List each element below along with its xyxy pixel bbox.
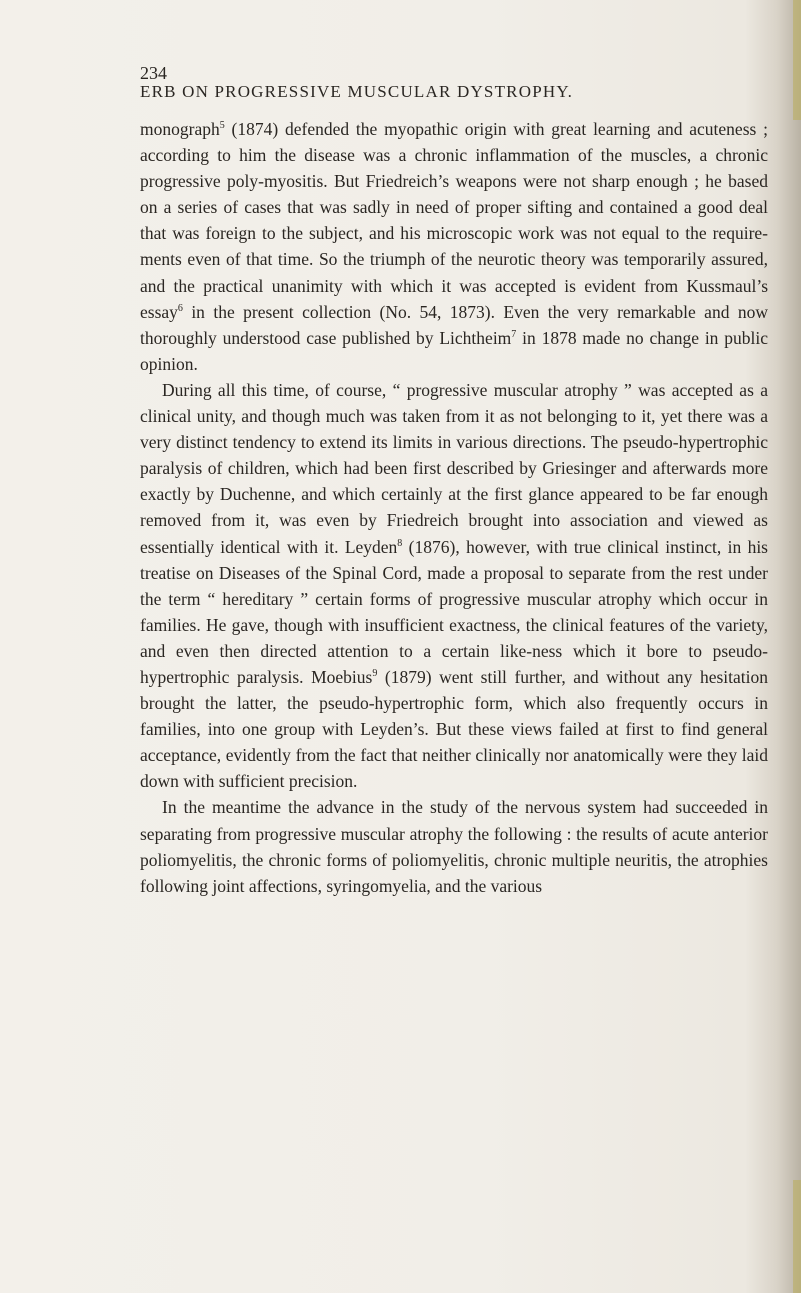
paragraph-text: monograph: [140, 119, 220, 139]
footnote-marker: 6: [177, 302, 183, 314]
footnote-marker: 7: [511, 328, 517, 340]
footnote-marker: 8: [397, 537, 403, 549]
page-number: 234: [140, 63, 167, 83]
paragraph-text: (1876), however, with true clinical instinct, in his treatise on Diseases of the Spinal Cord, made a proposal to separate from the rest under the term “ hereditary ” certain forms of progressive muscular atrophy which occur in families. He gave, though with insufficient exactness, the clinical features of the variety, and even then directed attention to a certain like-ness which it bore to pseudo-hypertrophic paralysis. Moebius: [140, 536, 768, 687]
footnote-marker: 9: [372, 667, 378, 679]
paragraph-text: During all this time, of course, “ progressive muscular atrophy ” was accepted as a clinical unity, and though much was taken from it as not belonging to it, yet there was a very distinct tendency to extend its limits in various directions. The pseudo-hypertrophic paralysis of children, which had been first described by Griesinger and afterwards more exactly by Duchenne, and which certainly at the first glance appeared to be far enough removed from it, was even by Friedreich brought into association and viewed as essentially identical with it. Leyden: [140, 379, 768, 557]
footnote-marker: 5: [219, 120, 225, 131]
paragraph-text: in the present collection (No. 54, 1873). Even the very remarkable and now thoroughly understood case published by Lichtheim: [140, 301, 768, 348]
body-text: [140, 116, 768, 899]
paragraph-text: In the meantime the advance in the study of the nervous system had succeeded in separating from progressive muscular atrophy the following : the results of acute anterior poliomyelitis, the chronic forms of poliomyelitis, chronic multiple neuritis, the atrophies following joint affections, syringomyelia, and the various: [140, 797, 768, 896]
page-edge-stain: [793, 1180, 801, 1293]
paragraph-text: (1879) went still further, and without any hesitation brought the latter, the pseudo-hypertrophic form, which also frequently occurs in families, into one group with Leyden’s. But these views failed at first to find general acceptance, evidently from the fact that neither clinically nor anatomically were they laid down with sufficient precision.: [140, 666, 768, 792]
page-edge-stain: [793, 0, 801, 120]
running-head: ERB ON PROGRESSIVE MUSCULAR DYSTROPHY.: [140, 82, 574, 101]
paragraph: [140, 116, 768, 377]
paragraph-text: (1874) defended the myopathic origin with great learning and acuteness ; according to him the disease was a chronic inflammation of the muscles, a chronic progressive poly-myositis. But Friedreich’s weapons were not sharp enough ; he based on a series of cases that was sadly in need of proper sifting and contained a good deal that was foreign to the subject, and his microscopic work was not equal to the require-ments even of that time. So the triumph of the neurotic theory was temporarily assured, and the practical unanimity with which it was accepted is evident from Kussmaul’s essay: [140, 119, 768, 322]
paragraph-text: in 1878 made no change in public opinion.: [140, 327, 768, 374]
paragraph: [140, 377, 768, 795]
paragraph: [140, 794, 768, 898]
